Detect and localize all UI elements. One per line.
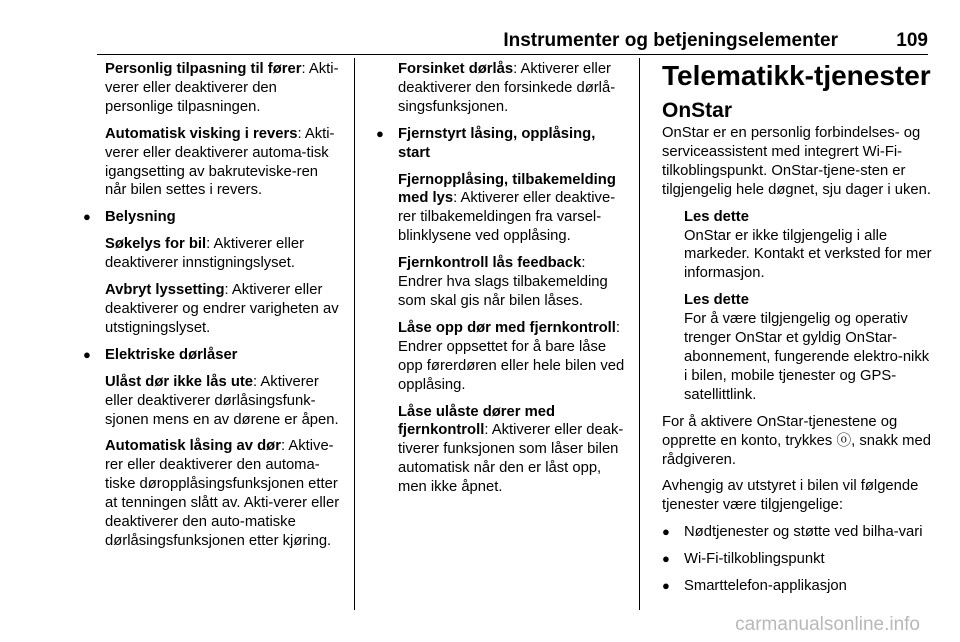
note-2 [662, 291, 932, 404]
setting-description: : Aktiverer eller deaktive-rer tilbakemeldingen fra varsel-blinklysene ved opplåsing. [398, 190, 616, 245]
setting-name: Søkelys for bil [105, 236, 207, 253]
service-item: ● Nødtjenester og støtte ved bilha-vari [662, 524, 923, 541]
setting-name: Låse opp dør med fjernkontroll [398, 319, 616, 336]
note-label: Les dette [684, 208, 749, 225]
note-text: For å være tilgjengelig og operativ trenger OnStar et gyldig OnStar-abonnement, fungerende elektro-nikk i bilen, mobile tjenester og GPS-satellittlink. [684, 311, 930, 403]
setting-entry [398, 319, 628, 395]
column-1 [83, 60, 343, 559]
bullet-icon: ● [662, 524, 670, 540]
bullet-icon: ● [83, 346, 91, 362]
section-heading: Belysning [105, 209, 176, 226]
service-item: ● Wi-Fi-tilkoblingspunkt [662, 551, 825, 568]
setting-description: : Endrer oppsettet for å bare låse opp førerdøren eller hele bilen ved opplåsing. [398, 319, 625, 393]
page-number: 109 [896, 30, 928, 51]
setting-name: Fjernkontroll lås feedback [398, 255, 582, 272]
setting-description: : Aktiverer eller deaktiverer og endrer varigheten av utstigningslyset. [105, 282, 339, 336]
setting-name: Personlig tilpasning til fører [105, 61, 302, 77]
intro-paragraph: OnStar er en personlig forbindelses- og serviceassistent med integrert Wi-Fi-tilkoblingspunkt. OnStar-tjene-sten er tilgjengelig hele døgnet, sju dager i uken. [662, 125, 931, 198]
header-rule [97, 54, 928, 55]
setting-entry [398, 171, 628, 247]
header-title: Instrumenter og betjeningselementer [503, 30, 838, 51]
setting-entry [398, 60, 628, 117]
setting-description: : Aktiverer eller deaktiverer dørlåsingsfunk-sjonen mens en av dørene er åpen. [105, 373, 339, 428]
note-label: Les dette [684, 292, 749, 309]
section-item [376, 125, 628, 163]
section-title: Telematikk-tjenester [662, 60, 931, 91]
note-1 [662, 208, 932, 284]
setting-name: Forsinket dørlås [398, 61, 514, 77]
setting-entry [105, 437, 343, 550]
note-text: OnStar er ikke tilgjengelig i alle markeder. Kontakt et verksted for mer informasjon. [684, 227, 932, 282]
setting-name: Avbryt lyssetting [105, 282, 225, 299]
column-3 [662, 60, 932, 604]
column-2 [376, 60, 628, 505]
setting-name: Fjernopplåsing, tilbakemelding med lys [398, 171, 616, 207]
setting-description: : Endrer hva slags tilbakemelding som skal gis når bilen låses. [398, 255, 608, 309]
bullet-icon: ● [83, 209, 91, 225]
section-item [83, 208, 343, 227]
setting-entry [105, 235, 343, 273]
setting-description: : Aktiverer eller deaktiverer den forsinkede dørlå-singsfunksjonen. [398, 61, 616, 115]
setting-entry [105, 281, 343, 338]
column-divider-1 [354, 58, 355, 610]
section-item [83, 346, 343, 365]
activation-paragraph: For å aktivere OnStar-tjenestene og opprette en konto, trykkes ⓞ, snakk med rådgiveren. [662, 413, 931, 468]
setting-entry [398, 254, 628, 311]
watermark: carmanualsonline.info [735, 614, 920, 635]
bullet-icon: ● [662, 551, 670, 567]
setting-description: : Akti-verer eller deaktiverer automa-tisk igangsetting av bakruteviske-ren når bilen settes i revers. [105, 125, 335, 199]
column-divider-2 [639, 58, 640, 610]
subsection-title: OnStar [662, 99, 733, 122]
bullet-icon: ● [662, 578, 670, 594]
bullet-icon: ● [376, 125, 384, 141]
section-heading: Fjernstyrt låsing, opplåsing, start [398, 125, 596, 161]
setting-entry [105, 373, 343, 430]
setting-description: : Aktiverer eller deak-tiverer funksjonen som låser bilen automatisk når den er låst opp, men ikke åpnet. [398, 422, 624, 496]
setting-name: Låse ulåste dører med fjernkontroll [398, 403, 556, 439]
setting-description: : Akti-verer eller deaktiverer den personlige tilpasningen. [105, 61, 339, 115]
setting-name: Automatisk visking i revers [105, 125, 298, 142]
section-heading: Elektriske dørlåser [105, 346, 238, 363]
setting-entry [105, 125, 343, 201]
setting-description: : Aktive-rer eller deaktiverer den automa-tiske døropplåsingsfunksjonen etter at tenningen slått av. Akti-verer eller deaktiverer den auto-matiske dørlåsingsfunksjonen etter kjøring. [105, 438, 340, 549]
service-item: ● Smarttelefon-applikasjon [662, 578, 847, 595]
services-paragraph: Avhengig av utstyret i bilen vil følgende tjenester være tilgjengelige: [662, 478, 919, 514]
setting-description: : Aktiverer eller deaktiverer innstigningslyset. [105, 236, 305, 272]
setting-name: Ulåst dør ikke lås ute [105, 373, 254, 390]
setting-entry [105, 60, 343, 117]
setting-name: Automatisk låsing av dør [105, 438, 281, 455]
setting-entry [398, 403, 628, 498]
